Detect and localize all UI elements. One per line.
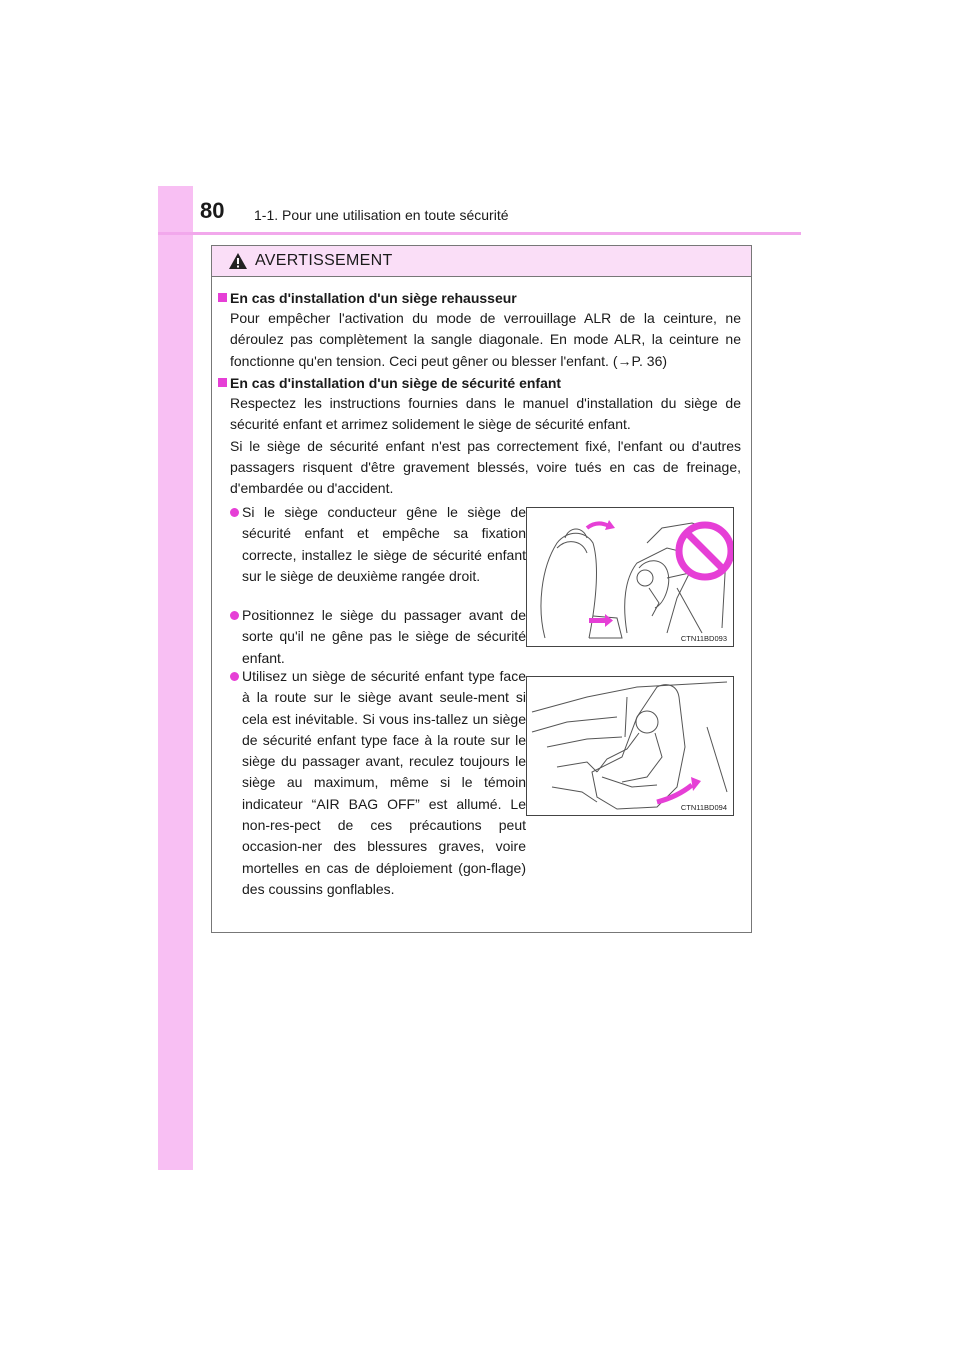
warning-box: [211, 245, 752, 933]
square-bullet-icon: [218, 378, 227, 387]
warning-header: [212, 246, 751, 277]
item-heading: En cas d'installation d'un siège rehausseur: [230, 290, 517, 306]
round-bullet-icon: [230, 611, 239, 620]
page-sidebar-tab: [158, 186, 193, 1170]
figure-label: CTN11BD093: [680, 634, 727, 643]
bullet-item: Si le siège conducteur gêne le siège de sécurité enfant et empêche sa fixation correcte, installez le siège de sécurité enfant sur le siège de deuxième rangée droit.: [230, 502, 526, 587]
seat-obstruction-illustration: [527, 508, 733, 646]
round-bullet-icon: [230, 672, 239, 681]
round-bullet-icon: [230, 508, 239, 517]
page-number: 80: [200, 198, 225, 223]
figure-front-seat-install: [526, 676, 734, 816]
item-heading: En cas d'installation d'un siège de sécurité enfant: [230, 375, 562, 391]
warning-item-booster: [218, 288, 741, 372]
front-seat-install-illustration: [527, 677, 733, 815]
figure-label: CTN11BD094: [680, 803, 727, 812]
item-paragraph: Respectez les instructions fournies dans le manuel d'installation du siège de sécurité enfant et arrimez solidement le siège de sécurité enfant.: [230, 395, 741, 433]
item-paragraph: Si le siège de sécurité enfant n'est pas correctement fixé, l'enfant ou d'autres passagers risquent d'être gravement blessés, voire tués en cas de freinage, d'embardée ou d'accident.: [230, 437, 741, 497]
square-bullet-icon: [218, 293, 227, 302]
warning-item-child-seat: [218, 373, 741, 499]
item-paragraph: Pour empêcher l'activation du mode de verrouillage ALR de la ceinture, ne déroulez pas complètement la sangle diagonale. En mode ALR, la ceinture ne fonctionne qu'en tension. Ceci peut gêner ou blesser l'enfant. (→P. 36): [230, 310, 741, 369]
header-rule: [158, 232, 801, 235]
bullet-item: Positionnez le siège du passager avant de sorte qu'il ne gêne pas le siège de sécurité enfant.: [230, 605, 526, 669]
warning-title: AVERTISSEMENT: [255, 252, 393, 269]
bullet-item: Utilisez un siège de sécurité enfant type face à la route sur le siège avant seule-ment si cela est inévitable. Si vous ins-tallez un siège de sécurité enfant type face à la route sur le siège du passager avant, reculez toujours le siège au maximum, même si le témoin indicateur “AIR BAG OFF” est allumé. Le non-res-pect de ces précautions peut occasion-ner des blessures graves, voire mortelles en cas de déploiement (gon-flage) des coussins gonflables.: [230, 666, 526, 900]
section-title: 1-1. Pour une utilisation en toute sécurité: [254, 207, 509, 223]
warning-triangle-icon: [228, 252, 248, 270]
figure-seat-obstruction: [526, 507, 734, 647]
